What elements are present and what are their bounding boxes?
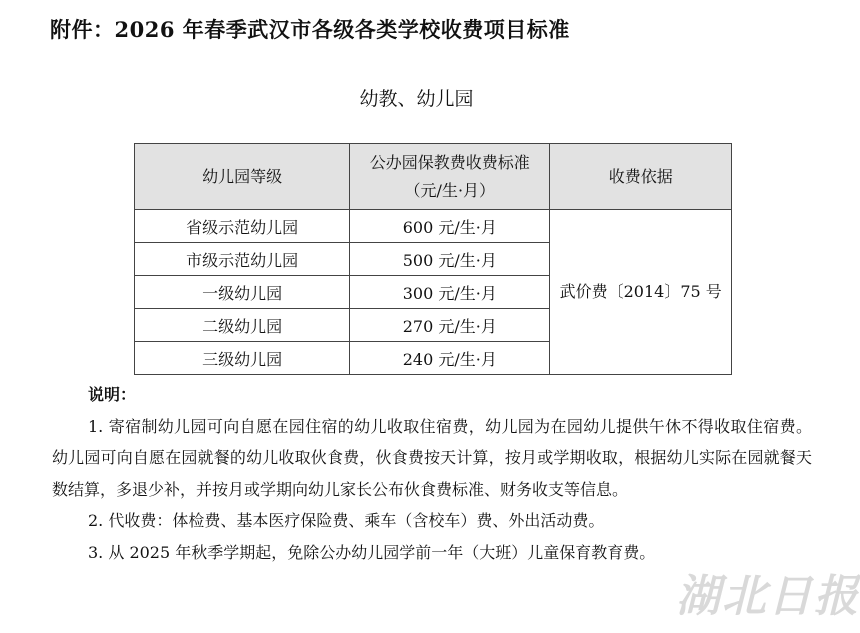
header-level: 幼儿园等级 xyxy=(135,144,350,210)
row-level: 三级幼儿园 xyxy=(135,342,350,375)
header-fee-standard xyxy=(350,144,550,210)
header-basis: 收费依据 xyxy=(550,144,732,210)
section-title: 幼教、幼儿园 xyxy=(359,88,474,110)
row-level: 省级示范幼儿园 xyxy=(135,210,350,243)
row-level: 一级幼儿园 xyxy=(135,276,350,309)
note-item: 2. 代收费：体检费、基本医疗保险费、乘车（含校车）费、外出活动费。 xyxy=(88,511,605,530)
watermark-logo: 湖北日报 xyxy=(676,571,860,622)
row-fee: 300 元/生·月 xyxy=(350,276,550,309)
note-item: 3. 从 2025 年秋季学期起，免除公办幼儿园学前一年（大班）儿童保育教育费。 xyxy=(88,542,656,562)
document-title: 附件：2026 年春季武汉市各级各类学校收费项目标准 xyxy=(50,17,570,42)
row-fee: 240 元/生·月 xyxy=(350,342,550,375)
row-level: 二级幼儿园 xyxy=(135,309,350,342)
row-level: 市级示范幼儿园 xyxy=(135,243,350,276)
header-fee-line2: （元/生·月） xyxy=(404,180,496,200)
notes-section xyxy=(52,379,812,568)
note-item: 1. 寄宿制幼儿园可向自愿在园住宿的幼儿收取住宿费，幼儿园为在园幼儿提供午休不得收取住宿费。幼儿园可向自愿在园就餐的幼儿收取伙食费，伙食费按天计算，按月或学期收取，根据幼儿实际在园就餐天数结算，多退少补，并按月或学期向幼儿家长公布伙食费标准、财务收支等信息。 xyxy=(52,416,812,499)
table-row xyxy=(135,210,732,243)
table-header-row xyxy=(135,144,732,210)
row-fee: 500 元/生·月 xyxy=(350,243,550,276)
fee-basis: 武价费〔2014〕75 号 xyxy=(550,210,732,375)
fee-table xyxy=(134,143,732,375)
row-fee: 600 元/生·月 xyxy=(350,210,550,243)
row-fee: 270 元/生·月 xyxy=(350,309,550,342)
notes-title: 说明： xyxy=(88,385,137,404)
header-fee-line1: 公办园保教费收费标准 xyxy=(369,152,530,172)
